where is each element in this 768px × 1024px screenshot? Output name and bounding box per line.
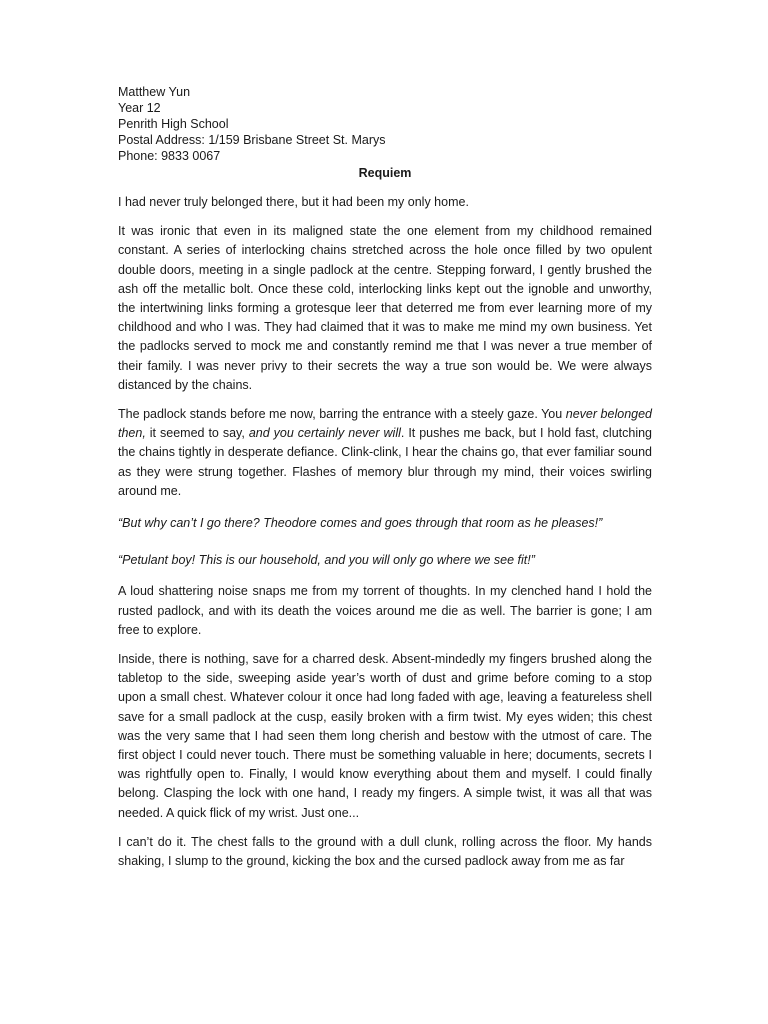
- paragraph-4: A loud shattering noise snaps me from my torrent of thoughts. In my clenched hand I hold the rusted padlock, and with its death the voices around me die as well. The barrier is gone; I am free to explore.: [118, 584, 652, 637]
- paragraph-6: I can’t do it. The chest falls to the ground with a dull clunk, rolling across the floor. My hands shaking, I slump to the ground, kicking the box and the cursed padlock away from me as far: [118, 834, 652, 869]
- paragraph-3-part-c: it seemed to say,: [145, 426, 249, 441]
- document-page: [118, 84, 652, 871]
- paragraph-3-italic-a: never belonged then,: [118, 407, 652, 441]
- paragraph-5: Inside, there is nothing, save for a charred desk. Absent-mindedly my fingers brushed along the tabletop to the side, sweeping aside year’s worth of dust and grime before coming to a stop upon a small chest. Whatever colour it once had long faded with age, leaving a featureless shell save for a small padlock at the cusp, easily broken with a firm twist. My eyes widen; this chest was the very same that I had seen them long cherish and bestow with the utmost of care. The first object I could never touch. There must be something valuable in here; documents, secrets I was rightfully open to. Finally, I would know everything about them and myself. I could finally belong. Clasping the lock with one hand, I ready my fingers. A simple twist, it was all that was needed. A quick flick of my wrist. Just one...: [118, 652, 652, 820]
- paragraph-1: I had never truly belonged there, but it had been my only home.: [118, 195, 469, 209]
- author-name: Matthew Yun: [118, 85, 191, 99]
- paragraph-3-part-e: . It pushes me back, but I hold fast, clutching the chains tightly in desperate defiance. Clink-clink, I hear the chains go, that ever familiar sound as they were strung together. Flashes of memory blur through my mind, their voices swirling around me.: [118, 426, 652, 498]
- dialogue-2: “Petulant boy! This is our household, and you will only go where we see fit!”: [118, 553, 535, 568]
- author-year: Year 12: [118, 101, 161, 115]
- paragraph-3-italic-b: and you certainly never will: [248, 426, 401, 441]
- dialogue-1: “But why can’t I go there? Theodore comes and goes through that room as he pleases!”: [118, 516, 603, 531]
- paragraph-2: It was ironic that even in its maligned state the one element from my childhood remained constant. A series of interlocking chains stretched across the hole once filled by two opulent double doors, meeting in a single padlock at the centre. Stepping forward, I gently brushed the ash off the metallic bolt. Once these cold, interlocking links kept out the ignoble and unworthy, the intertwining links forming a grotesque leer that deterred me from ever learning more of my childhood and who I was. They had claimed that it was to make me mind my own business. Yet the padlocks served to mock me and constantly remind me that I was never a true member of their family. I was never privy to their secrets the way a true son would be. We were always distanced by the chains.: [118, 224, 652, 392]
- author-phone: Phone: 9833 0067: [118, 149, 221, 163]
- author-address: Postal Address: 1/159 Brisbane Street St. Marys: [118, 133, 386, 147]
- document-title: Requiem: [358, 166, 412, 180]
- paragraph-3: [118, 405, 652, 501]
- author-school: Penrith High School: [118, 117, 229, 131]
- paragraph-3-part-a: The padlock stands before me now, barring the entrance with a steely gaze. You: [118, 407, 566, 422]
